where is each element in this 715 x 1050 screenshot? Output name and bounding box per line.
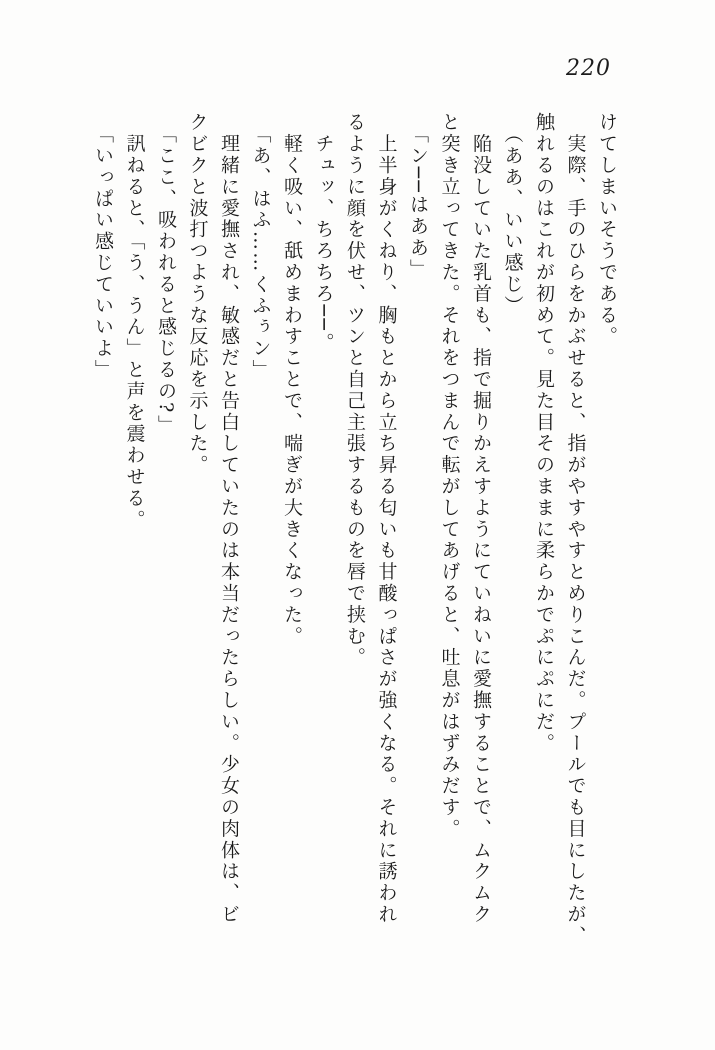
text-line: 「いっぱい感じていいよ」 bbox=[92, 112, 114, 381]
text-line: るように顔を伏せ、ツンと自己主張するものを唇で挟む。 bbox=[344, 112, 366, 669]
text-line: 理緒に愛撫され、敏感だと告白していたのは本当だったらしい。少女の肉体は、ビ bbox=[218, 112, 240, 926]
text-line: 実際、手のひらをかぶせると、指がやすやすとめりこんだ。プールでも目にしたが、 bbox=[564, 112, 587, 947]
text-line: 軽く吸い、舐めまわすことで、喘ぎが大きくなった。 bbox=[281, 112, 303, 647]
text-line: 陥没していた乳首も、指で掘りかえすようにていねいに愛撫することで、ムクムク bbox=[470, 112, 492, 926]
text-line: 訊ねると、「う、うん」と声を震わせる。 bbox=[123, 112, 146, 531]
text-line: 触れるのはこれが初めて。見た目そのままに柔らかでぷにぷにだ。 bbox=[533, 112, 555, 754]
text-line: けてしまいそうである。 bbox=[596, 112, 618, 348]
text-line: チュッ、ちろちろ──。 bbox=[312, 112, 335, 354]
text-line: と突き立ってきた。それをつまんで転がしてあげると、吐息がはずみだす。 bbox=[438, 112, 461, 840]
text-line: （ああ、いい感じ） bbox=[501, 112, 524, 317]
text-line: 「ここ、吸われると感じるの?」 bbox=[155, 112, 177, 437]
text-line: 上半身がくねり、胸もとから立ち昇る匂いも甘酸っぱさが強くなる。それに誘われ bbox=[375, 112, 398, 926]
text-line: クビクと波打つような反応を示した。 bbox=[186, 112, 209, 476]
text-block bbox=[87, 112, 623, 952]
text-line: 「あ、はふ……くふぅン」 bbox=[249, 112, 272, 381]
page-number: 220 bbox=[566, 56, 611, 81]
text-line: 「ン──はああ」 bbox=[407, 112, 429, 280]
